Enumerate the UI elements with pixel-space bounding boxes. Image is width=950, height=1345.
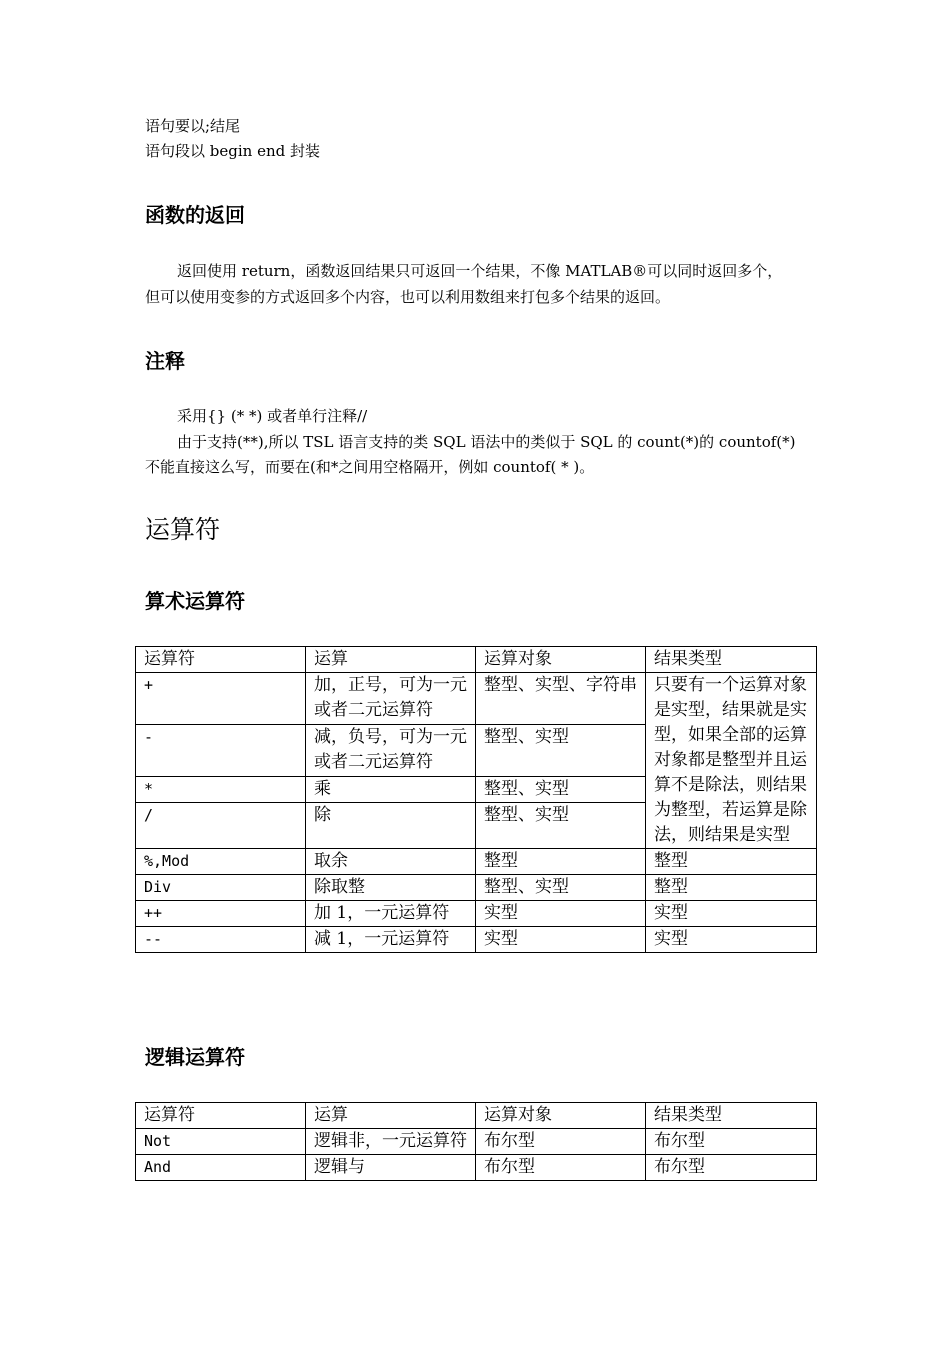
operand-cell: 整型、实型 xyxy=(476,875,646,901)
operation-cell: 减 1，一元运算符 xyxy=(306,927,476,953)
operator-cell: / xyxy=(136,803,306,849)
operation-cell: 加，正号，可为一元或者二元运算符 xyxy=(306,673,476,725)
operator-cell: ++ xyxy=(136,901,306,927)
operand-cell: 整型、实型 xyxy=(476,803,646,849)
operation-cell: 逻辑非，一元运算符 xyxy=(306,1129,476,1155)
header-cell: 结果类型 xyxy=(646,1103,817,1129)
operand-cell: 整型 xyxy=(476,849,646,875)
header-cell: 运算符 xyxy=(136,647,306,673)
operand-cell: 整型、实型 xyxy=(476,724,646,776)
heading-arithmetic-operators: 算术运算符 xyxy=(145,589,245,613)
header-cell: 运算 xyxy=(306,647,476,673)
operator-cell: %,Mod xyxy=(136,849,306,875)
table-row xyxy=(136,1129,817,1155)
header-cell: 运算对象 xyxy=(476,647,646,673)
comment-line2: 由于支持(**),所以 TSL 语言支持的类 SQL 语法中的类似于 SQL 的 count(*)的 countof(*) xyxy=(177,433,796,451)
operation-cell: 逻辑与 xyxy=(306,1155,476,1181)
operator-cell: -- xyxy=(136,927,306,953)
table-header-row xyxy=(136,1103,817,1129)
operand-cell: 布尔型 xyxy=(476,1155,646,1181)
return-para-line1: 返回使用 return，函数返回结果只可返回一个结果，不像 MATLAB®可以同时返回多个， xyxy=(177,262,783,280)
logical-operators-table xyxy=(135,1102,817,1181)
comment-line3: 不能直接这么写，而要在(和*之间用空格隔开，例如 countof( * )。 xyxy=(145,458,595,476)
header-cell: 运算符 xyxy=(136,1103,306,1129)
table-row xyxy=(136,927,817,953)
operation-cell: 加 1，一元运算符 xyxy=(306,901,476,927)
operand-cell: 实型 xyxy=(476,901,646,927)
heading-logical-operators: 逻辑运算符 xyxy=(145,1045,245,1069)
operation-cell: 除取整 xyxy=(306,875,476,901)
heading-comments: 注释 xyxy=(145,349,185,373)
intro-line-begin-end: 语句段以 begin end 封装 xyxy=(145,142,320,160)
operand-cell: 布尔型 xyxy=(476,1129,646,1155)
operator-cell: Not xyxy=(136,1129,306,1155)
table-row xyxy=(136,901,817,927)
operator-cell: And xyxy=(136,1155,306,1181)
result-type-cell: 实型 xyxy=(646,927,817,953)
table-header-row xyxy=(136,647,817,673)
result-type-cell: 布尔型 xyxy=(646,1155,817,1181)
operation-cell: 乘 xyxy=(306,776,476,802)
header-cell: 运算对象 xyxy=(476,1103,646,1129)
result-type-cell: 实型 xyxy=(646,901,817,927)
intro-line-semicolon: 语句要以;结尾 xyxy=(145,117,241,135)
operand-cell: 整型、实型 xyxy=(476,776,646,802)
table-row xyxy=(136,849,817,875)
table-row xyxy=(136,875,817,901)
operator-cell: Div xyxy=(136,875,306,901)
operand-cell: 实型 xyxy=(476,927,646,953)
operator-cell: - xyxy=(136,724,306,776)
header-cell: 结果类型 xyxy=(646,647,817,673)
table-row xyxy=(136,1155,817,1181)
operation-cell: 除 xyxy=(306,803,476,849)
operator-cell: + xyxy=(136,673,306,725)
return-para-line2: 但可以使用变参的方式返回多个内容，也可以利用数组来打包多个结果的返回。 xyxy=(145,288,671,306)
shared-result-type-cell: 只要有一个运算对象是实型，结果就是实型，如果全部的运算对象都是整型并且运算不是除法，则结果为整型，若运算是除法，则结果是实型 xyxy=(646,673,817,849)
arithmetic-operators-table xyxy=(135,646,817,953)
result-type-cell: 整型 xyxy=(646,849,817,875)
comment-line1: 采用{} (* *) 或者单行注释// xyxy=(177,407,368,425)
operand-cell: 整型、实型、字符串 xyxy=(476,673,646,725)
operation-cell: 取余 xyxy=(306,849,476,875)
heading-function-return: 函数的返回 xyxy=(145,203,245,227)
table-row xyxy=(136,673,817,725)
operation-cell: 减，负号，可为一元或者二元运算符 xyxy=(306,724,476,776)
header-cell: 运算 xyxy=(306,1103,476,1129)
operator-cell: * xyxy=(136,776,306,802)
heading-operators: 运算符 xyxy=(145,515,221,544)
result-type-cell: 整型 xyxy=(646,875,817,901)
result-type-cell: 布尔型 xyxy=(646,1129,817,1155)
